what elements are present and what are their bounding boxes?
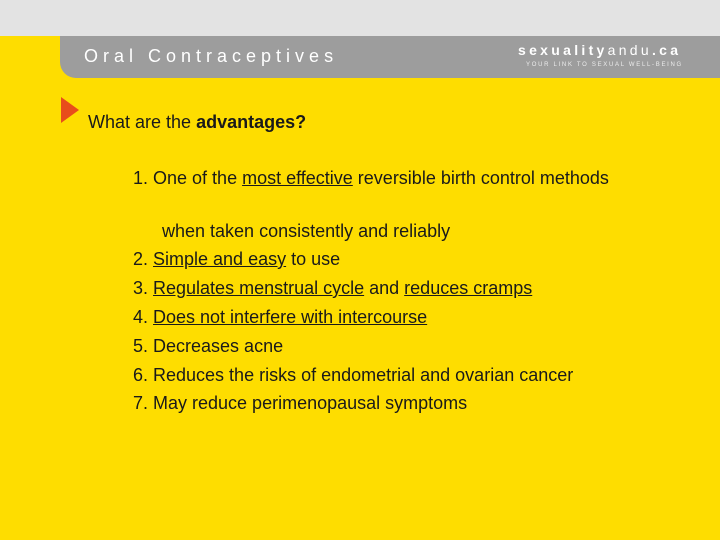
brand-name-part: andu [607,42,652,58]
list-item [133,278,532,299]
item-underlined-text: Regulates menstrual cycle [153,278,365,298]
brand-name-part: .ca [651,42,682,58]
top-strip [0,0,720,36]
brand-name-part: sexuality [518,42,608,58]
item-underlined-text: reduces cramps [404,278,533,298]
item-number: 6. [133,365,154,385]
item-number: 5. [133,336,154,356]
brand-name [518,42,683,58]
item-text: One of the [153,168,243,188]
list-item-continuation [162,221,450,242]
question-prefix: What are the [88,112,197,132]
item-text: when taken consistently and reliably [162,221,451,241]
item-number: 4. [133,307,154,327]
bullet-arrow-icon [61,97,79,123]
list-item [133,365,573,386]
item-text: Decreases acne [153,336,284,356]
item-number: 7. [133,393,154,413]
item-number: 3. [133,278,154,298]
item-underlined-text: Does not interfere with intercourse [153,307,428,327]
header-band [60,36,720,78]
list-item [133,393,467,414]
item-text: to use [286,249,341,269]
deck-title: Oral Contraceptives [84,46,339,66]
list-item [133,307,427,328]
list-item [133,336,283,357]
list-item [133,168,609,189]
item-underlined-text: Simple and easy [153,249,287,269]
item-text: reversible birth control methods [352,168,609,188]
item-underlined-text: most effective [242,168,353,188]
question-emphasis: advantages? [196,112,307,132]
item-text: and [364,278,405,298]
item-text: May reduce perimenopausal symptoms [153,393,468,413]
question-heading [88,112,306,133]
item-number: 2. [133,249,154,269]
item-number: 1. [133,168,154,188]
item-text: Reduces the risks of endometrial and ovarian cancer [153,365,574,385]
list-item [133,249,340,270]
brand-tagline: YOUR LINK TO SEXUAL WELL-BEING [526,62,683,68]
brand-logo [518,42,683,68]
